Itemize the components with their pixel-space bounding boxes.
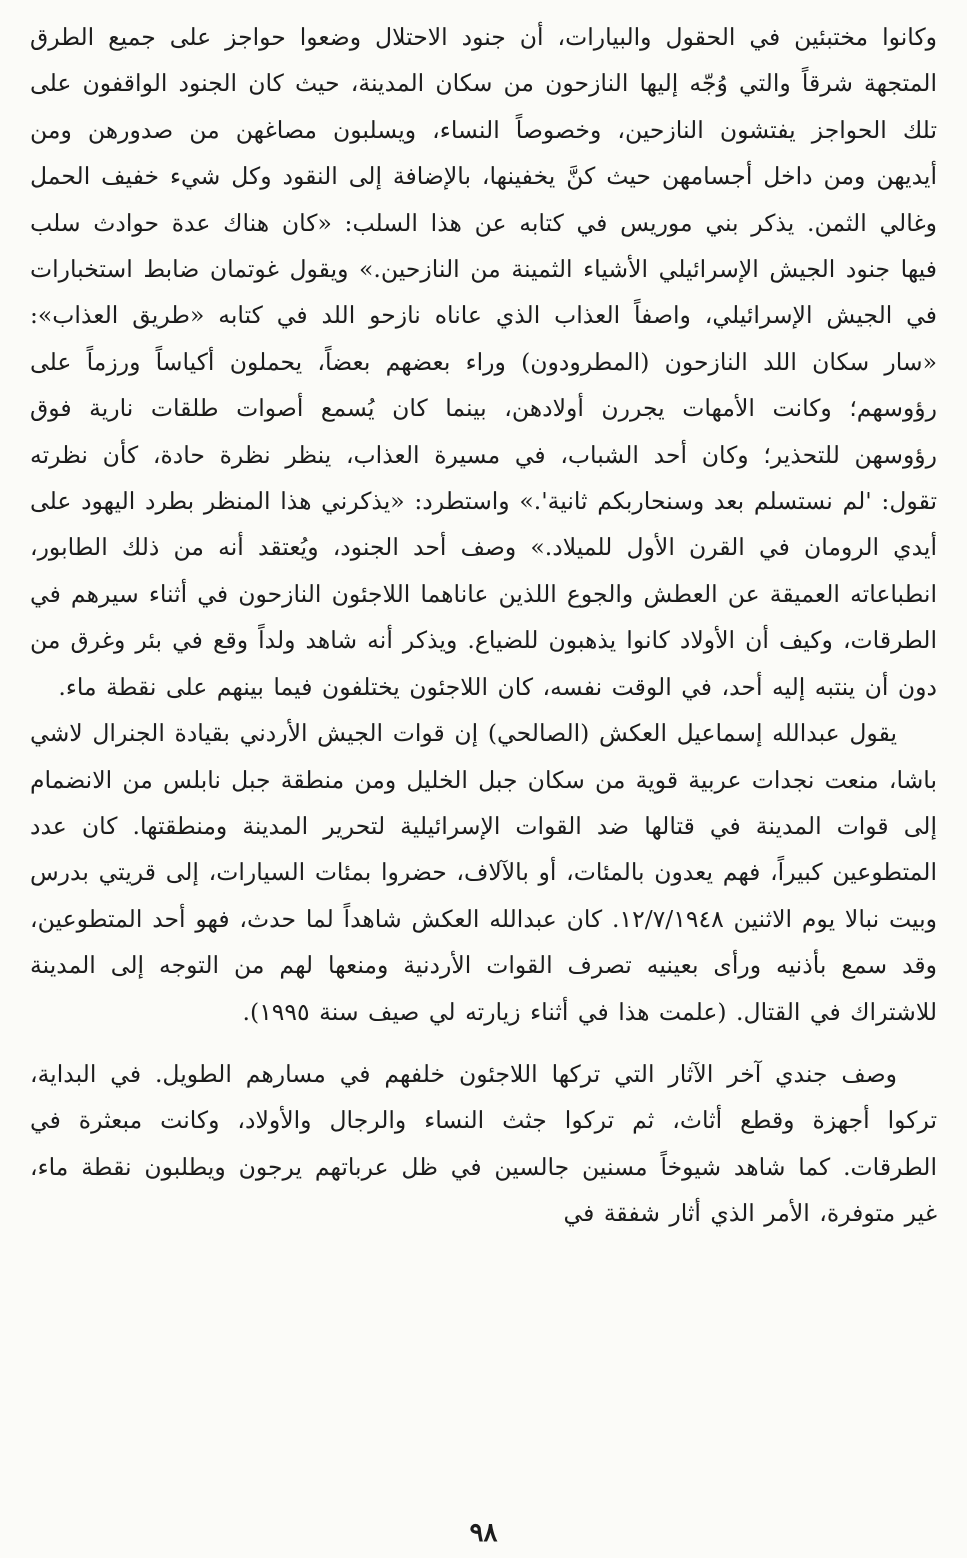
paragraph-2: يقول عبدالله إسماعيل العكش (الصالحي) إن قوات الجيش الأردني بقيادة الجنرال لاشي باشا، منعت نجدات عربية قوية من سكان جبل الخليل ومن منطقة جبل نابلس من الانضمام إلى قوات المدينة في قتالها ضد القوات الإسرائيلية لتحرير المدينة ومنطقتها. كان عدد المتطوعين كبيراً، فهم يعدون بالمئات، أو بالآلاف، حضروا بمئات السيارات، إلى قريتي بدرس وبيت نبالا يوم الاثنين ١٢/٧/١٩٤٨. كان عبدالله العكش شاهداً لما حدث، فهو أحد المتطوعين، وقد سمع بأذنيه ورأى بعينيه تصرف القوات الأردنية ومنعها لهم من التوجه إلى المدينة للاشتراك في القتال. (علمت هذا في أثناء زيارته لي صيف سنة ١٩٩٥).	[30, 719, 938, 1026]
body-text	[30, 14, 937, 1237]
page-number: ٩٨	[469, 1518, 498, 1548]
paragraph-1: وكانوا مختبئين في الحقول والبيارات، أن جنود الاحتلال وضعوا حواجز على جميع الطرق المتجهة شرقاً والتي وُجّه إليها النازحون من سكان المدينة، حيث كان الجنود الواقفون على تلك الحواجز يفتشون النازحين، وخصوصاً النساء، ويسلبون مصاغهن من صدورهن ومن أيديهن ومن داخل أجسامهن حيث كنَّ يخفينها، بالإضافة إلى النقود وكل شيء خفيف الحمل وغالي الثمن. يذكر بني موريس في كتابه عن هذا السلب: «كان هناك عدة حوادث سلب فيها جنود الجيش الإسرائيلي الأشياء الثمينة من النازحين.» ويقول غوتمان ضابط استخبارات في الجيش الإسرائيلي، واصفاً العذاب الذي عاناه نازحو اللد في كتابه «طريق العذاب»: «سار سكان اللد النازحون (المطرودون) وراء بعضهم بعضاً، يحملون أكياساً ورزماً على رؤوسهم؛ وكانت الأمهات يجررن أولادهن، بينما كان يُسمع أصوات طلقات نارية فوق رؤوسهن للتحذير؛ وكان أحد الشباب، في مسيرة العذاب، ينظر نظرة حادة، كأن نظرته تقول: 'لم نستسلم بعد وسنحاربكم ثانية'.» واستطرد: «يذكرني هذا المنظر بطرد اليهود على أيدي الرومان في القرن الأول للميلاد.» وصف أحد الجنود، ويُعتقد أنه من ذلك الطابور، انطباعاته العميقة عن العطش والجوع اللذين عاناهما اللاجئون النازحون في أثناء سيرهم في الطرقات، وكيف أن الأولاد كانوا يذهبون للضياع. ويذكر أنه شاهد ولداً وقع في بئر وغرق من دون أن ينتبه إليه أحد، في الوقت نفسه، كان اللاجئون يختلفون فيما بينهم على نقطة ماء.	[30, 23, 937, 701]
paragraph-3: وصف جندي آخر الآثار التي تركها اللاجئون خلفهم في مسارهم الطويل. في البداية، تركوا أجهزة وقطع أثاث، ثم تركوا جثث النساء والرجال والأولاد، وكانت مبعثرة في الطرقات. كما شاهد شيوخاً مسنين جالسين في ظل عرباتهم يرجون ويطلبون نقطة ماء، غير متوفرة، الأمر الذي أثار شفقة في	[30, 1059, 937, 1228]
